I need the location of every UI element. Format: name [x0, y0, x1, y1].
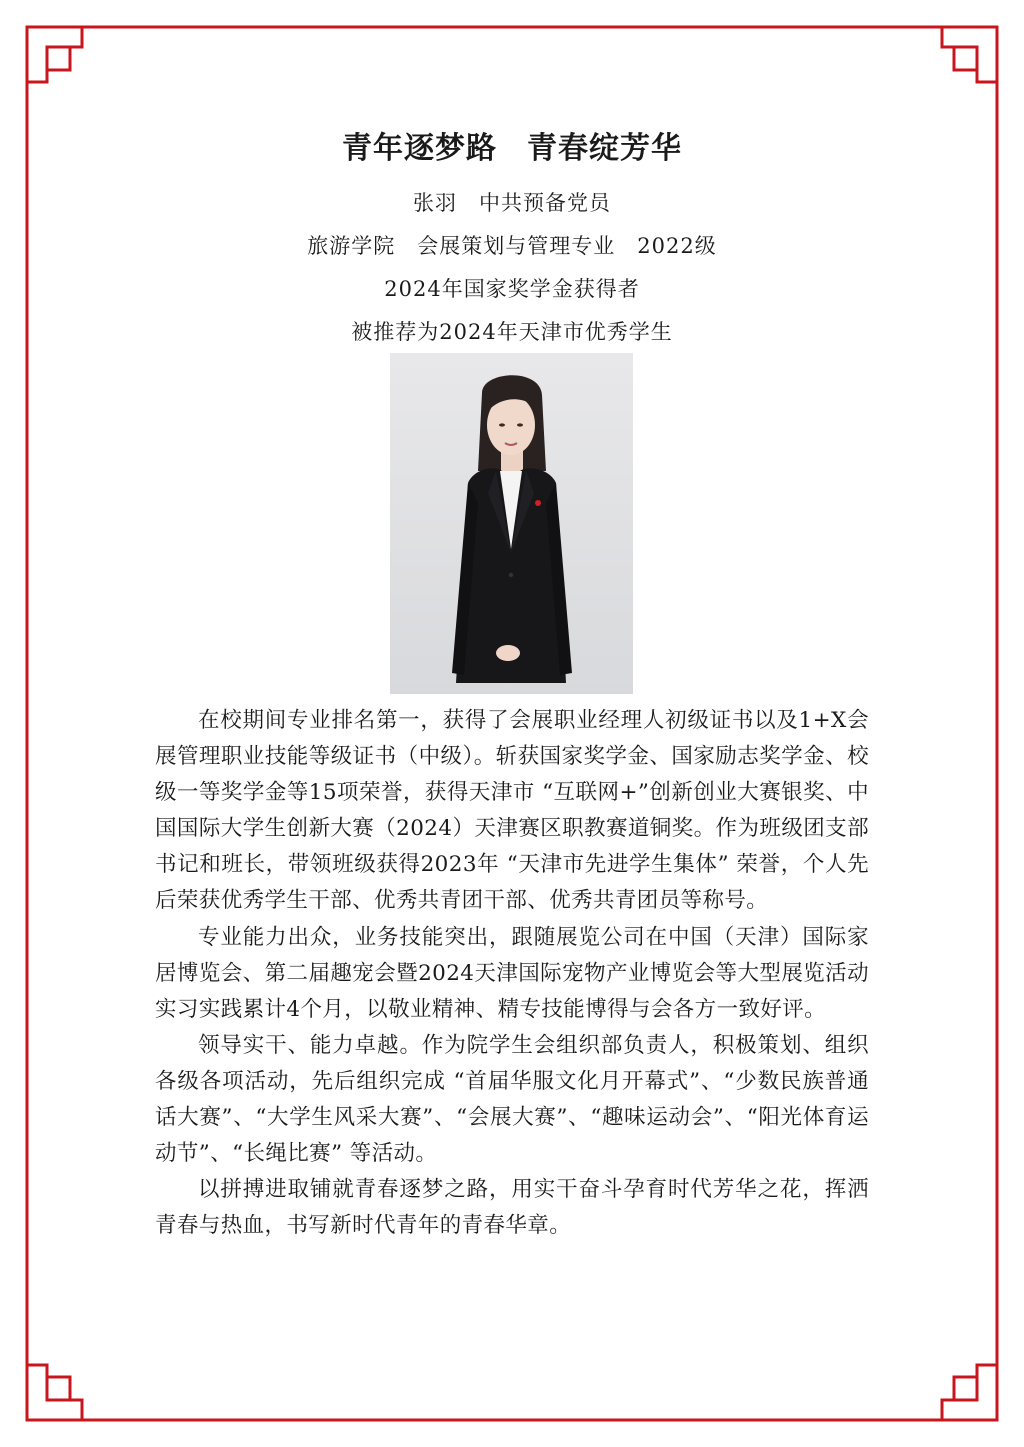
college: 旅游学院	[307, 234, 396, 258]
paragraph: 专业能力出众，业务技能突出，跟随展览公司在中国（天津）国际家居博览会、第二届趣宠会暨2024天津国际宠物产业博览会等大型展览活动实习实践累计4个月，以敬业精神、精专技能博得与会各方一致好评。	[155, 924, 869, 1022]
portrait-illustration	[390, 353, 633, 694]
student-name: 张羽	[413, 191, 457, 215]
portrait-photo	[390, 353, 633, 694]
body-text	[155, 703, 869, 1244]
major: 会展策划与管理专业	[417, 234, 616, 258]
paragraph: 领导实干、能力卓越。作为院学生会组织部负责人，积极策划、组织各级各项活动，先后组织完成 “首届华服文化月开幕式”、“少数民族普通话大赛”、“大学生风采大赛”、“会展大赛”、“趣味运动会”、“阳光体育运动节”、“长绳比赛” 等活动。	[155, 1032, 869, 1167]
grade: 2022级	[637, 234, 717, 258]
political-status: 中共预备党员	[479, 191, 611, 215]
college-line	[0, 231, 1024, 261]
title-part-1: 青年逐梦路	[342, 131, 497, 166]
recommendation: 被推荐为2024年天津市优秀学生	[351, 320, 673, 344]
name-line	[0, 188, 1024, 218]
paragraph: 以拼搏进取铺就青春逐梦之路，用实干奋斗孕育时代芳华之花，挥洒青春与热血，书写新时代青年的青春华章。	[155, 1177, 869, 1239]
recommendation-line	[0, 317, 1024, 347]
award-line	[0, 274, 1024, 304]
title-part-2: 青春绽芳华	[527, 131, 682, 166]
award: 2024年国家奖学金获得者	[384, 277, 640, 301]
paragraph: 在校期间专业排名第一，获得了会展职业经理人初级证书以及1+X会展管理职业技能等级证书（中级）。斩获国家奖学金、国家励志奖学金、校级一等奖学金等15项荣誉，获得天津市 “互联网+”创新创业大赛银奖、中国国际大学生创新大赛（2024）天津赛区职教赛道铜奖。作为班级团支部书记和班长，带领班级获得2023年 “天津市先进学生集体” 荣誉，个人先后荣获优秀学生干部、优秀共青团干部、优秀共青团员等称号。	[155, 708, 869, 914]
page-title	[0, 127, 1024, 171]
